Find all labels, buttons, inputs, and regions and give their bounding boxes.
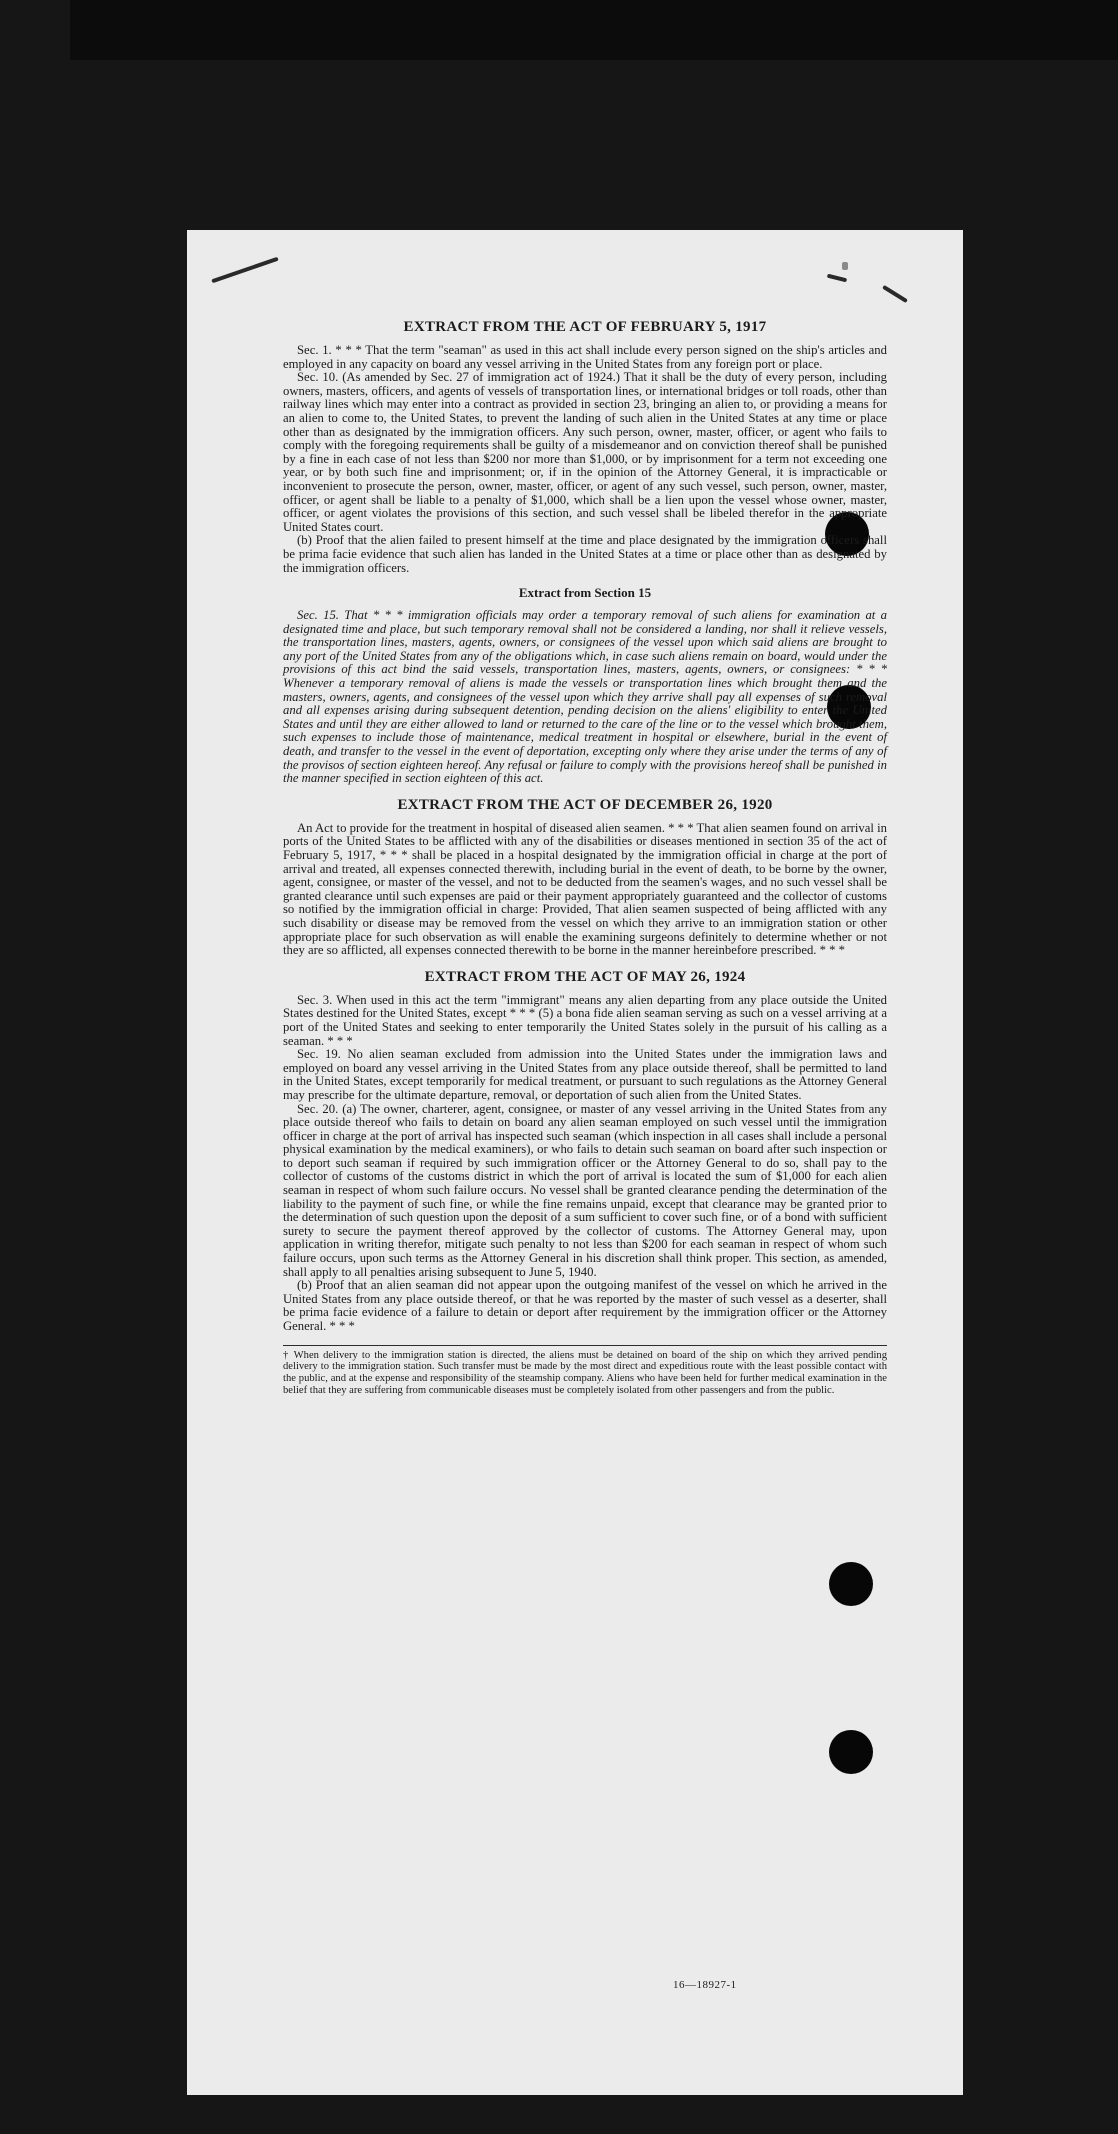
punch-hole-3 — [829, 1562, 873, 1606]
document-body — [283, 319, 887, 1397]
form-number: 16—18927-1 — [673, 1979, 737, 1991]
paragraph: (b) Proof that an alien seaman did not appear upon the outgoing manifest of the vessel on which he arrived in the United States from any place outside thereof, or that he was reported by the master of such vessel as a deserter, shall be prima facie evidence of a failure to detain or deport after requirement by the immigration officer or the Attorney General. * * * — [283, 1278, 887, 1333]
tape-strip-right-b — [882, 285, 908, 303]
punch-hole-4 — [829, 1730, 873, 1774]
document-page — [187, 230, 963, 2095]
footnote: † When delivery to the immigration station is directed, the aliens must be detained on board of the ship on which they arrived pending delivery to the immigration station. Such transfer must be made by the most direct and expeditious route with the least possible contact with the public, and at the expense and responsibility of the steamship company. Aliens who have been held for further medical examination in the belief that they are suffering from communicable diseases must be completely isolated from other passengers and from the public. — [283, 1349, 887, 1396]
section-heading: EXTRACT FROM THE ACT OF FEBRUARY 5, 1917 — [403, 319, 767, 335]
scan-backdrop — [70, 0, 1118, 60]
section-act-1917 — [283, 319, 887, 575]
paragraph: Sec. 15. That * * * immigration officials may order a temporary removal of such aliens for examination at a designated time and place, but such temporary removal shall not be considered a landing, nor shall it relieve vessels, the transportation lines, masters, agents, owners, or consignees of the vessel upon which said aliens are brought to any port of the United States from any of the obligations which, in case such aliens remain on board, would under the provisions of this act bind the said vessels, transportation lines, masters, agents, owners, or consignees: * * * Whenever a temporary removal of aliens is made the vessels or transportation lines which brought them and the masters, owners, agents, and consignees of the vessel upon which they arrive shall pay all expenses of such removal and all expenses arising during subsequent detention, pending decision on the aliens' eligibility to enter the United States and until they are either allowed to land or returned to the care of the line or to the vessel which brought them, such expenses to include those of maintenance, medical treatment in hospital or elsewhere, burial in the event of death, and transfer to the vessel in the event of deportation, excepting only where they arise under the terms of any of the provisos of section eighteen hereof. Any refusal or failure to comply with the provisions hereof shall be punished in the manner specified in section eighteen of this act. — [283, 608, 887, 786]
page-mark — [842, 262, 848, 270]
paragraph: (b) Proof that the alien failed to present himself at the time and place designated by the immigration officers shall be prima facie evidence that such alien has landed in the United States at a time or place other than as designated by the immigration officers. — [283, 533, 887, 575]
section-act-1924 — [283, 969, 887, 1334]
section-heading: EXTRACT FROM THE ACT OF DECEMBER 26, 1920 — [397, 796, 773, 813]
paragraph: Sec. 10. (As amended by Sec. 27 of immigration act of 1924.) That it shall be the duty of every person, including owners, masters, officers, and agents of vessels of transportation lines, or international bridges or toll roads, other than railway lines which may enter into a contract as provided in section 23, bringing an alien to, or providing a means for an alien to come to, the United States, to prevent the landing of such alien in the United States at any time or place other than as designated by the immigration officers. Any such person, owner, master, officer, or agent who fails to comply with the foregoing requirements shall be guilty of a misdemeanor and on conviction thereof shall be punished by a fine in each case of not less than $200 nor more than $1,000, or by imprisonment for a term not exceeding one year, or by both such fine and imprisonment; or, if in the opinion of the Attorney General, it is impracticable or inconvenient to prosecute the person, owner, master, officer, or agent of any such vessel, such person, owner, master, officer, or agent shall be liable to a penalty of $1,000, which shall be a lien upon the vessel whose owner, master, officer, or agent violates the provisions of this section, and such vessel shall be libeled therefor in the appropriate United States court. — [283, 370, 887, 534]
section-heading: EXTRACT FROM THE ACT OF MAY 26, 1924 — [424, 968, 746, 985]
paragraph: Sec. 3. When used in this act the term "immigrant" means any alien departing from any place outside the United States destined for the United States, except * * * (5) a bona fide alien seaman serving as such on a vessel arriving at a port of the United States and seeking to enter temporarily the United States solely in the pursuit of his calling as a seaman. * * * — [283, 992, 887, 1048]
footnote-divider — [283, 1345, 887, 1346]
tape-strip-right-a — [827, 274, 847, 283]
paragraph: An Act to provide for the treatment in hospital of diseased alien seamen. * * * That alien seamen found on arrival in ports of the United States to be afflicted with any of the disabilities or diseases mentioned in section 35 of the act of February 5, 1917, * * * shall be placed in a hospital designated by the immigration official in charge at the port of arrival and treated, all expenses connected therewith, including burial in the event of death, to be borne by the owner, agent, consignee, or master of the vessel, and not to be deducted from the seamen's wages, and no such vessel shall be granted clearance until such expenses are paid or their payment appropriately guaranteed and the collector of customs so notified by the immigration official in charge: Provided, That alien seamen suspected of being afflicted with any such disability or disease may be removed from the vessel on which they arrive to an immigration station or other appropriate place for such observation as will enable the examining surgeons definitely to determine whether or not they are so afflicted, all expenses connected therewith to be borne in the manner hereinbefore prescribed. * * * — [283, 820, 887, 958]
paragraph: Sec. 1. * * * That the term "seaman" as used in this act shall include every person signed on the ship's articles and employed in any capacity on board any vessel arriving in the United States from any foreign port or place. — [283, 343, 887, 371]
section-heading: Extract from Section 15 — [518, 585, 652, 601]
paragraph: Sec. 20. (a) The owner, charterer, agent, consignee, or master of any vessel arriving in the United States from any place outside thereof who fails to detain on board any alien seaman employed on such vessel until the immigration officer in charge at the port of arrival has inspected such seaman (which inspection in all cases shall include a personal physical examination by the medical examiners), or who fails to detain such seaman on board after such inspection or to deport such seaman if required by such immigration officer or the Attorney General to do so, shall pay to the collector of customs of the customs district in which the port of arrival is located the sum of $1,000 for each alien seaman in respect of whom such failure occurs. No vessel shall be granted clearance pending the determination of the liability to the payment of such fine, or while the fine remains unpaid, except that clearance may be granted prior to the determination of such question upon the deposit of a sum sufficient to cover such fine, or of a bond with sufficient surety to secure the payment thereof approved by the collector of customs. The Attorney General may, upon application in writing therefor, mitigate such penalty to not less than $200 for each seaman in respect of whom such failure occurs, upon such terms as the Attorney General in his discretion shall think proper. This section, as amended, shall apply to all penalties arising subsequent to June 5, 1940. — [283, 1101, 887, 1279]
paragraph: Sec. 19. No alien seaman excluded from admission into the United States under the immigration laws and employed on board any vessel arriving in the United States from any place outside thereof, shall be permitted to land in the United States, except temporarily for medical treatment, or pursuant to such regulations as the Attorney General may prescribe for the ultimate departure, removal, or deportation of such alien from the United States. — [283, 1047, 887, 1102]
tape-strip-left — [211, 257, 278, 284]
section-extract-15 — [283, 586, 887, 786]
section-act-1920 — [283, 797, 887, 958]
